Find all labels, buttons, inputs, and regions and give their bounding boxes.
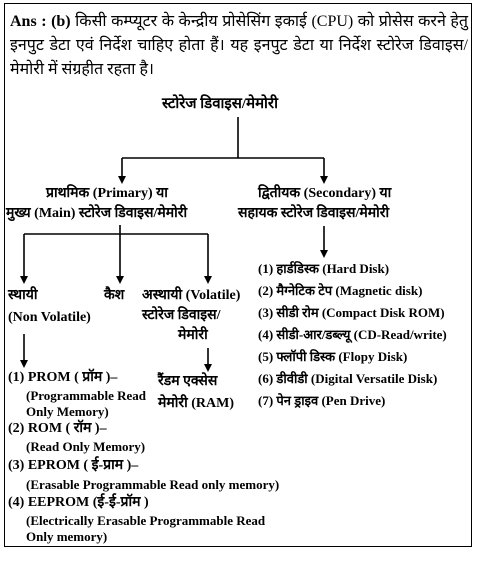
volatile-node-line3: मेमोरी xyxy=(178,328,208,343)
secondary-item: (6) डीवीडी (Digital Versatile Disk) xyxy=(258,371,438,386)
secondary-item: (3) सीडी रोम (Compact Disk ROM) xyxy=(258,305,445,320)
secondary-node-line2: सहायक स्टोरेज डिवाइस/मेमोरी xyxy=(238,206,390,221)
intro-text: किसी कम्प्यूटर के केन्द्रीय प्रोसेसिंग इकाई (CPU) को प्रोसेस करने हेतु इनपुट डेटा एवं निर्देश चाहिए होता हैं। यह इनपुट डेटा या निर्देश स्टोरेज डिवाइस/मेमोरी में संग्रहीत रहता है। xyxy=(10,13,468,78)
rom-item-desc: (Read Only Memory) xyxy=(26,439,146,454)
rom-item-desc: (Electrically Erasable Programmable Read xyxy=(26,513,266,528)
rom-item-title: (4) EEPROM (ई-ई-प्रॉम ) xyxy=(8,495,149,510)
root-node: स्टोरेज डिवाइस/मेमोरी xyxy=(162,96,278,112)
rom-item-title: (2) ROM ( रॉम )– xyxy=(8,421,107,436)
nonvolatile-node-line2: (Non Volatile) xyxy=(8,310,91,325)
secondary-item: (2) मैग्नेटिक टेप (Magnetic disk) xyxy=(258,283,423,298)
primary-node-line1: प्राथमिक (Primary) या xyxy=(46,186,168,201)
ram-node-line1: रैंडम एक्सेस xyxy=(158,374,218,389)
cache-node: कैश xyxy=(104,288,125,303)
volatile-node-line2: स्टोरेज डिवाइस/ xyxy=(142,308,221,323)
secondary-node-line1: द्वितीयक (Secondary) या xyxy=(258,186,392,201)
rom-item-title: (3) EPROM ( ई-प्राम )– xyxy=(8,458,139,473)
rom-item-desc: Only Memory) xyxy=(26,404,109,419)
secondary-item: (4) सीडी-आर/डब्ल्यू (CD-Read/write) xyxy=(258,327,447,342)
volatile-node-line1: अस्थायी (Volatile) xyxy=(142,288,241,303)
primary-node-line2: मुख्य (Main) स्टोरेज डिवाइस/मेमोरी xyxy=(6,206,188,221)
secondary-item: (1) हार्डडिस्क (Hard Disk) xyxy=(258,261,390,276)
nonvolatile-node-line1: स्थायी xyxy=(8,288,38,303)
rom-item-desc: (Programmable Read xyxy=(26,388,146,403)
rom-item-desc: (Erasable Programmable Read only memory) xyxy=(26,477,280,492)
secondary-item: (7) पेन ड्राइव (Pen Drive) xyxy=(258,393,386,408)
secondary-item: (5) फ्लॉपी डिस्क (Flopy Disk) xyxy=(258,349,408,364)
ram-node-line2: मेमोरी (RAM) xyxy=(158,396,234,411)
rom-item-title: (1) PROM ( प्रॉम )– xyxy=(8,370,118,385)
rom-item-desc: Only memory) xyxy=(26,529,108,544)
answer-prefix: Ans : (b) xyxy=(10,13,71,30)
